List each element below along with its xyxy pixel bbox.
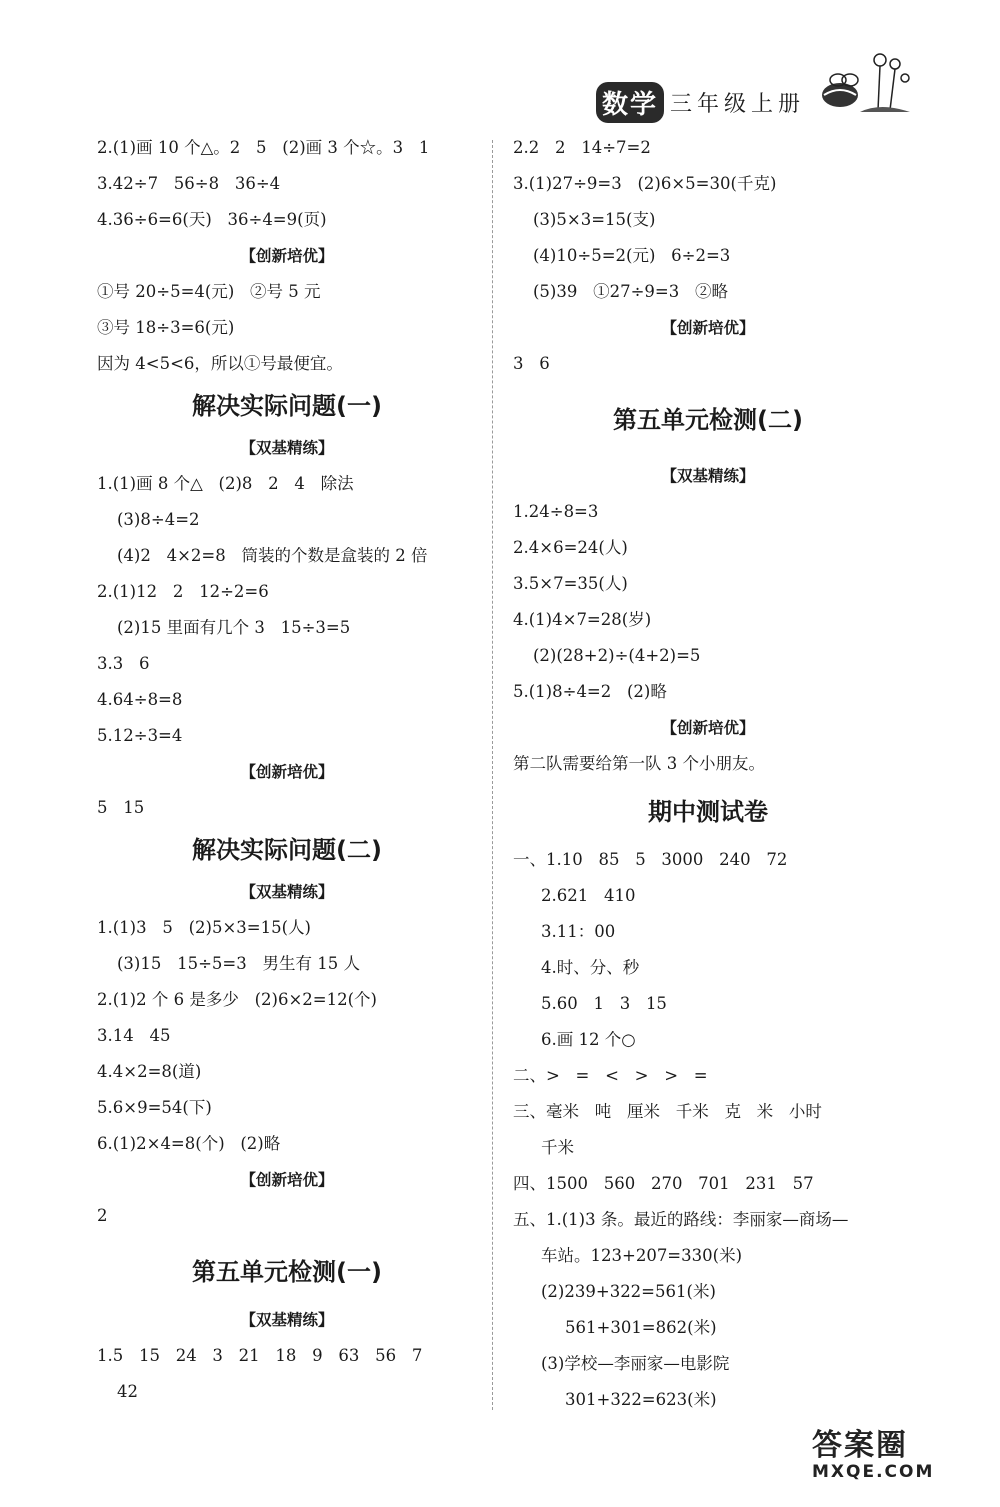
subsection-heading: 【双基精练】 (240, 883, 334, 901)
answer-line: 3.14 45 (97, 1026, 171, 1045)
subsection-heading: 【创新培优】 (661, 719, 755, 737)
answer-line: 2.(1)12 2 12÷2=6 (97, 582, 269, 601)
answer-line: 4.64÷8=8 (97, 690, 183, 709)
answer-line: 3.5×7=35(人) (513, 574, 628, 593)
watermark-logo: 答案圈 (812, 1428, 908, 1463)
answer-line: 1.24÷8=3 (513, 502, 599, 521)
answer-line: 4.(1)4×7=28(岁) (513, 610, 652, 629)
answer-line: 5.(1)8÷4=2 (2)略 (513, 682, 667, 701)
answer-line: (3)15 15÷5=3 男生有 15 人 (117, 954, 360, 973)
subsection-heading: 【创新培优】 (240, 1171, 334, 1189)
answer-line: 3.(1)27÷9=3 (2)6×5=30(千克) (513, 174, 777, 193)
answer-line: 2.2 2 14÷7=2 (513, 138, 651, 157)
subsection-heading: 【创新培优】 (661, 319, 755, 337)
answer-line: 4.4×2=8(道) (97, 1062, 202, 1081)
answer-line: 3.11：00 (541, 922, 616, 941)
answer-line: 2.(1)画 10 个△。2 5 (2)画 3 个☆。3 1 (97, 138, 430, 157)
answer-line: (2)239+322=561(米) (541, 1282, 716, 1301)
answer-line: 车站。123+207=330(米) (541, 1246, 743, 1265)
answer-line: 6.(1)2×4=8(个) (2)略 (97, 1134, 281, 1153)
subsection-heading: 【创新培优】 (240, 763, 334, 781)
column-divider (492, 140, 493, 1410)
section-title: 第五单元检测(一) (192, 1258, 382, 1286)
answer-line: (3)5×3=15(支) (533, 210, 656, 229)
answer-line: 5.12÷3=4 (97, 726, 183, 745)
bee-flower-icon (810, 50, 920, 120)
answer-line: (2)15 里面有几个 3 15÷3=5 (117, 618, 351, 637)
answer-line: 因为 4<5<6，所以①号最便宜。 (97, 354, 343, 373)
section-title: 解决实际问题(二) (192, 836, 382, 864)
answer-line: 1.(1)画 8 个△ (2)8 2 4 除法 (97, 474, 354, 493)
subsection-heading: 【双基精练】 (240, 1311, 334, 1329)
right-column (513, 130, 903, 1418)
answer-line: 3.42÷7 56÷8 36÷4 (97, 174, 281, 193)
answer-line: (3)8÷4=2 (117, 510, 200, 529)
answer-line: (2)(28+2)÷(4+2)=5 (533, 646, 701, 665)
answer-line: 5.6×9=54(下) (97, 1098, 212, 1117)
answer-line: 二、> = < > > = (513, 1066, 708, 1085)
page-header (596, 80, 805, 124)
answer-line: 三、毫米 吨 厘米 千米 克 米 小时 (513, 1102, 822, 1121)
subject-badge: 数学 (596, 82, 664, 123)
answer-line: 4.36÷6=6(天) 36÷4=9(页) (97, 210, 327, 229)
answer-line: 6.画 12 个○ (541, 1030, 636, 1049)
watermark (812, 1420, 934, 1482)
subsection-heading: 【双基精练】 (661, 467, 755, 485)
answer-line: 2.621 410 (541, 886, 636, 905)
answer-line: 4.时、分、秒 (541, 958, 640, 977)
answer-line: 2.4×6=24(人) (513, 538, 628, 557)
section-title: 解决实际问题(一) (192, 392, 382, 420)
answer-line: 42 (117, 1382, 138, 1401)
grade-label: 三年级上册 (670, 91, 806, 117)
answer-line: ③号 18÷3=6(元) (97, 318, 235, 337)
left-column (97, 130, 477, 1410)
answer-line: (3)学校—李丽家—电影院 (541, 1354, 730, 1373)
answer-line: 1.(1)3 5 (2)5×3=15(人) (97, 918, 311, 937)
answer-line: (4)10÷5=2(元) 6÷2=3 (533, 246, 731, 265)
answer-line: 第二队需要给第一队 3 个小朋友。 (513, 754, 765, 773)
answer-line: 3.3 6 (97, 654, 150, 673)
answer-line: 2.(1)2 个 6 是多少 (2)6×2=12(个) (97, 990, 377, 1009)
subsection-heading: 【创新培优】 (240, 247, 334, 265)
answer-line: 561+301=862(米) (565, 1318, 717, 1337)
answer-line: 1.5 15 24 3 21 18 9 63 56 7 (97, 1346, 423, 1365)
section-title: 期中测试卷 (648, 798, 768, 826)
answer-line: 一、1.10 85 5 3000 240 72 (513, 850, 788, 869)
answer-line: 2 (97, 1206, 108, 1225)
answer-line: 四、1500 560 270 701 231 57 (513, 1174, 814, 1193)
answer-line: 3 6 (513, 354, 550, 373)
answer-line: 5 15 (97, 798, 145, 817)
section-title: 第五单元检测(二) (613, 406, 803, 434)
answer-line: 千米 (541, 1138, 574, 1157)
answer-line: (4)2 4×2=8 筒装的个数是盒装的 2 倍 (117, 546, 428, 565)
answer-line: 301+322=623(米) (565, 1390, 717, 1409)
answer-line: ①号 20÷5=4(元) ②号 5 元 (97, 282, 321, 301)
answer-line: 五、1.(1)3 条。最近的路线：李丽家—商场— (513, 1210, 849, 1229)
watermark-url: MXQE.COM (812, 1462, 935, 1482)
answer-line: (5)39 ①27÷9=3 ②略 (533, 282, 728, 301)
answer-line: 5.60 1 3 15 (541, 994, 667, 1013)
subsection-heading: 【双基精练】 (240, 439, 334, 457)
